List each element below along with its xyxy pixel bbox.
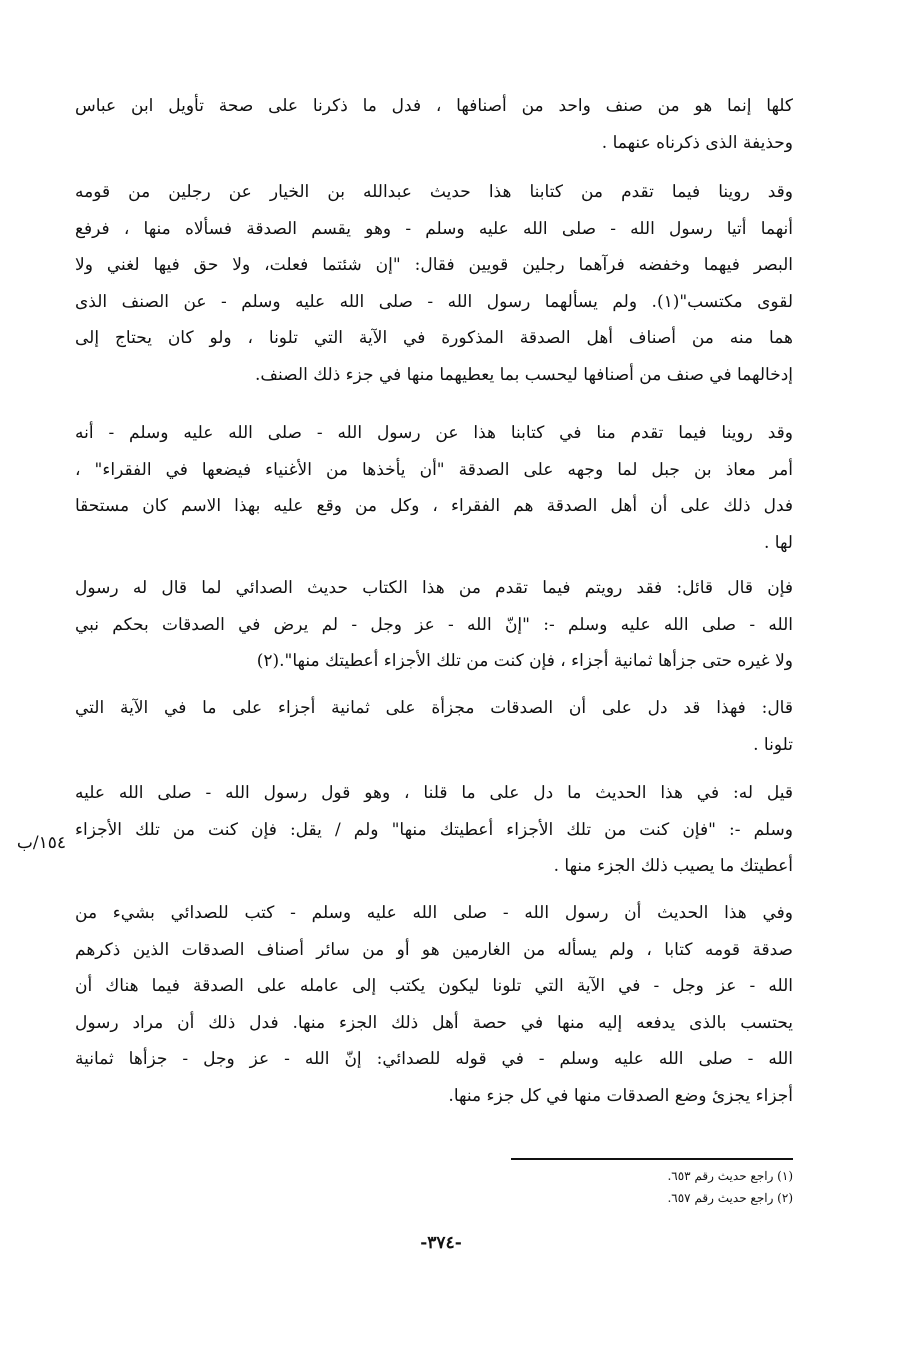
manuscript-folio-marker: ١٥٤/ب: [16, 833, 66, 853]
text-line: صدقة قومه كتابا ، ولم يسأله من الغارمين هو أو من سائر أصناف الصدقات الذين ذكرهم: [75, 939, 793, 960]
text-line: هما منه من أصناف أهل الصدقة المذكورة في الآية التي تلونا ، ولو كان يحتاج إلى: [75, 328, 793, 348]
text-line: الله - صلى الله عليه وسلم - في قوله للصدائي: إنّ الله - عز وجل - جزأها ثمانية: [75, 1049, 793, 1069]
footnote: (١) راجع حديث رقم ٦٥٣.: [667, 1169, 793, 1183]
text-line: قيل له: في هذا الحديث ما دل على ما قلنا ، وهو قول رسول الله - صلى الله عليه: [75, 783, 793, 803]
page-number: -٣٧٤-: [420, 1233, 462, 1253]
text-line: وحذيفة الذى ذكرناه عنهما .: [601, 132, 793, 153]
text-line: أنهما أتيا رسول الله - صلى الله عليه وسلم - وهو يقسم الصدقة فسألاه منها ، فرفع: [75, 218, 793, 239]
text-line: البصر فيهما وخفضه فرآهما رجلين قويين فقال: "إن شئتما فعلت، ولا حق فيها لغني ولا: [75, 255, 793, 275]
text-line: الله - صلى الله عليه وسلم -: "إنّ الله - عز وجل - لم يرض في الصدقات بحكم نبي: [75, 614, 793, 635]
text-line: لقوى مكتسب"(١). ولم يسألهما رسول الله - صلى الله عليه وسلم - عن الصنف الذى: [75, 291, 793, 312]
text-line: يحتسب بالذى يدفعه إليه منها في حصة أهل ذلك الجزء منها. فدل ذلك أن مراد رسول: [75, 1012, 793, 1033]
text-line: وسلم -: "فإن كنت من تلك الأجزاء أعطيتك منها" ولم / يقل: فإن كنت من تلك الأجزاء: [75, 819, 793, 840]
footnotes: [493, 1165, 793, 1209]
paragraph-5: [75, 690, 793, 763]
text-line: إدخالهما في صنف من أصنافها ليحسب بما يعطيهما منها في جزء ذلك الصنف.: [255, 364, 793, 385]
text-line: وقد روينا فيما تقدم من كتابنا هذا حديث عبدالله بن الخيار عن رجلين من قومه: [75, 182, 793, 202]
paragraph-4: [75, 570, 793, 680]
text-line: فدل ذلك على أن أهل الصدقة هم الفقراء ، وكل من وقع عليه بهذا الاسم كان مستحقا: [75, 496, 793, 516]
footnote: (٢) راجع حديث رقم ٦٥٧.: [667, 1191, 793, 1205]
text-line: كلها إنما هو من صنف واحد من أصنافها ، فدل ما ذكرنا على صحة تأويل ابن عباس: [75, 96, 793, 116]
text-line: ولا غيره حتى جزأها ثمانية أجزاء ، فإن كنت من تلك الأجزاء أعطيتك منها".(٢): [256, 651, 793, 671]
text-line: أجزاء يجزئ وضع الصدقات منها في كل جزء منها.: [448, 1085, 793, 1106]
paragraph-3: [75, 415, 793, 561]
text-line: لها .: [763, 532, 793, 553]
text-line: وقد روينا فيما تقدم منا في كتابنا هذا عن رسول الله - صلى الله عليه وسلم - أنه: [75, 423, 793, 443]
paragraph-2: [75, 174, 793, 393]
text-line: فإن قال قائل: فقد رويتم فيما تقدم من هذا الكتاب حديث الصدائي لما قال له رسول: [75, 578, 793, 598]
text-line: تلونا .: [753, 734, 793, 755]
text-line: أعطيتك ما يصيب ذلك الجزء منها .: [553, 856, 793, 876]
paragraph-6: [75, 775, 793, 885]
text-line: وفي هذا الحديث أن رسول الله - صلى الله عليه وسلم - كتب للصدائي بشيء من: [75, 903, 793, 923]
footnote-divider: [511, 1158, 793, 1160]
text-line: أمر معاذ بن جبل لما وجهه على الصدقة "أن يأخذها من الأغنياء فيضعها في الفقراء" ،: [75, 459, 793, 480]
text-line: قال: فهذا قد دل على أن الصدقات مجزأة على ثمانية أجزاء على ما في الآية التي: [75, 698, 793, 718]
paragraph-7: [75, 895, 793, 1114]
text-line: الله - عز وجل - في الآية التي تلونا ليكون يكتب إلى عامله على الصدقة فيما هناك أن: [75, 976, 793, 996]
paragraph-1: [75, 88, 793, 161]
